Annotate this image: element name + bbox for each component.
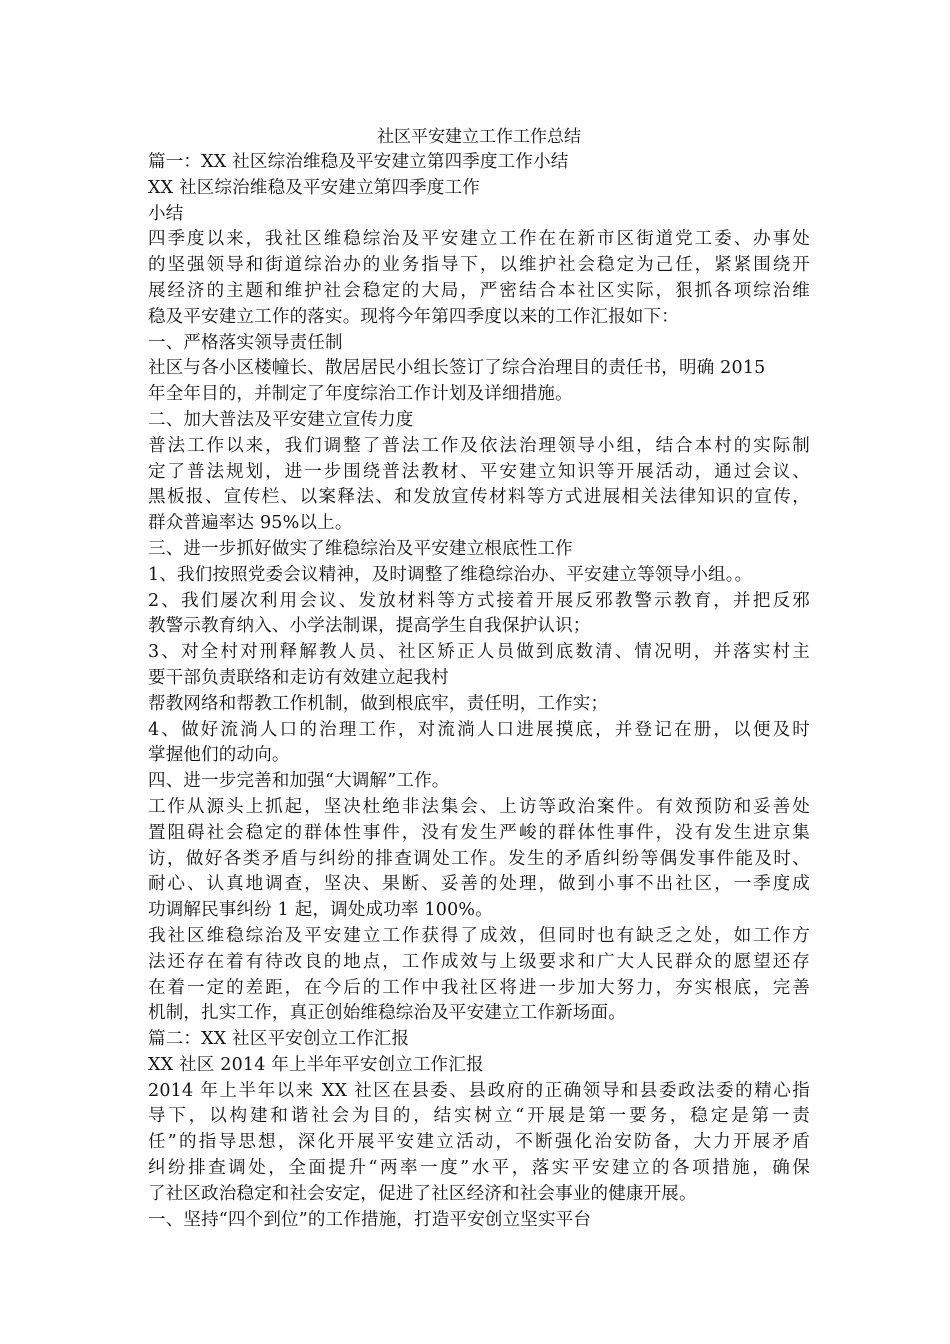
text-line: 一、严格落实领导责任制 <box>148 332 343 353</box>
text-line: 篇一：XX 社区综治维稳及平安建立第四季度工作小结 <box>148 152 569 172</box>
text-line: 任”的指导思想，深化开展平安建立活动，不断强化治安防备，大力开展矛盾 <box>148 1132 810 1153</box>
text-line: 访，做好各类矛盾与纠纷的排查调处工作。发生的矛盾纠纷等偶发事件能及时、 <box>148 848 810 869</box>
text-line: 置阻碍社会稳定的群体性事件，没有发生严峻的群体性事件，没有发生进京集 <box>148 822 810 843</box>
text-line: 篇二：XX 社区平安创立工作汇报 <box>148 1029 410 1050</box>
text-line: 定了普法规划，进一步围绕普法教材、平安建立知识等开展活动，通过会议、 <box>148 461 810 482</box>
text-line: 2、我们屡次利用会议、发放材料等方式接着开展反邪教警示教育，并把反邪 <box>148 590 810 611</box>
text-line: 导下，以构建和谐社会为目的，结实树立“开展是第一要务，稳定是第一责 <box>148 1106 810 1127</box>
text-line: 群众普遍率达 95%以上。 <box>148 513 353 534</box>
text-line: 展经济的主题和维护社会稳定的大局，严密结合本社区实际，狠抓各项综治维 <box>148 280 810 301</box>
text-line: 耐心、认真地调查，坚决、果断、妥善的处理，做到小事不出社区，一季度成 <box>148 874 810 895</box>
text-line: 普法工作以来，我们调整了普法工作及依法治理领导小组，结合本村的实际制 <box>148 435 810 456</box>
text-line: 四、进一步完善和加强“大调解”工作。 <box>148 771 450 792</box>
text-line: XX 社区 2014 年上半年平安创立工作汇报 <box>148 1054 484 1075</box>
text-line: 四季度以来，我社区维稳综治及平安建立工作在在新市区街道党工委、办事处 <box>148 229 810 250</box>
text-line: 4、做好流淌人口的治理工作，对流淌人口进展摸底，并登记在册，以便及时 <box>148 719 810 740</box>
text-line: 年全年目的，并制定了年度综治工作计划及详细措施。 <box>148 384 573 405</box>
text-line: 掌握他们的动向。 <box>148 745 290 766</box>
text-line: 教警示教育纳入、小学法制课，提高学生自我保护认识； <box>148 616 591 637</box>
text-line: 2014 年上半年以来 XX 社区在县委、县政府的正确领导和县委政法委的精心指 <box>148 1080 810 1101</box>
document-title: 社区平安建立工作工作总结 <box>377 127 581 147</box>
text-line: 社区与各小区楼幢长、散居居民小组长签订了综合治理目的责任书，明确 2015 <box>148 358 766 379</box>
text-line: 工作从源头上抓起，坚决杜绝非法集会、上访等政治案件。有效预防和妥善处 <box>148 796 810 817</box>
text-line: 三、进一步抓好做实了维稳综治及平安建立根底性工作 <box>148 538 573 559</box>
text-line: 1、我们按照党委会议精神，及时调整了维稳综治办、平安建立等领导小组。。 <box>148 564 753 585</box>
text-line: 法还存在着有待改良的地点，工作成效与上级要求和广大人民群众的愿望还存 <box>148 951 810 972</box>
text-line: XX 社区综治维稳及平安建立第四季度工作 <box>148 177 480 198</box>
text-line: 纠纷排查调处，全面提升“两率一度”水平，落实平安建立的各项措施，确保 <box>148 1158 810 1179</box>
text-line: 的坚强领导和街道综治办的业务指导下，以维护社会稳定为己任，紧紧围绕开 <box>148 255 810 276</box>
text-line: 在着一定的差距，在今后的工作中我社区将进一步加大努力，夯实根底，完善 <box>148 977 810 998</box>
text-line: 了社区政治稳定和社会安定，促进了社区经济和社会事业的健康开展。 <box>148 1183 697 1204</box>
text-line: 功调解民事纠纷 1 起，调处成功率 100%。 <box>148 900 493 921</box>
text-line: 一、坚持“四个到位”的工作措施，打造平安创立坚实平台 <box>148 1209 592 1230</box>
text-line: 黑板报、宣传栏、以案释法、和发放宣传材料等方式进展相关法律知识的宣传， <box>148 487 810 508</box>
text-line: 3、对全村对刑释解教人员、社区矫正人员做到底数清、情况明，并落实村主 <box>148 642 810 663</box>
text-line: 稳及平安建立工作的落实。现将今年第四季度以来的工作汇报如下： <box>148 306 679 327</box>
text-line: 二、加大普法及平安建立宣传力度 <box>148 409 414 430</box>
text-line: 我社区维稳综治及平安建立工作获得了成效，但同时也有缺乏之处，如工作方 <box>148 925 810 946</box>
text-line: 小结 <box>148 203 184 224</box>
text-line: 帮教网络和帮教工作机制，做到根底牢，责任明，工作实； <box>148 693 609 714</box>
document-page <box>148 124 810 1233</box>
document-body <box>148 150 810 1233</box>
text-line: 要干部负责联络和走访有效建立起我村 <box>148 667 449 688</box>
text-line: 机制，扎实工作，真正创始维稳综治及平安建立工作新场面。 <box>148 1003 626 1024</box>
